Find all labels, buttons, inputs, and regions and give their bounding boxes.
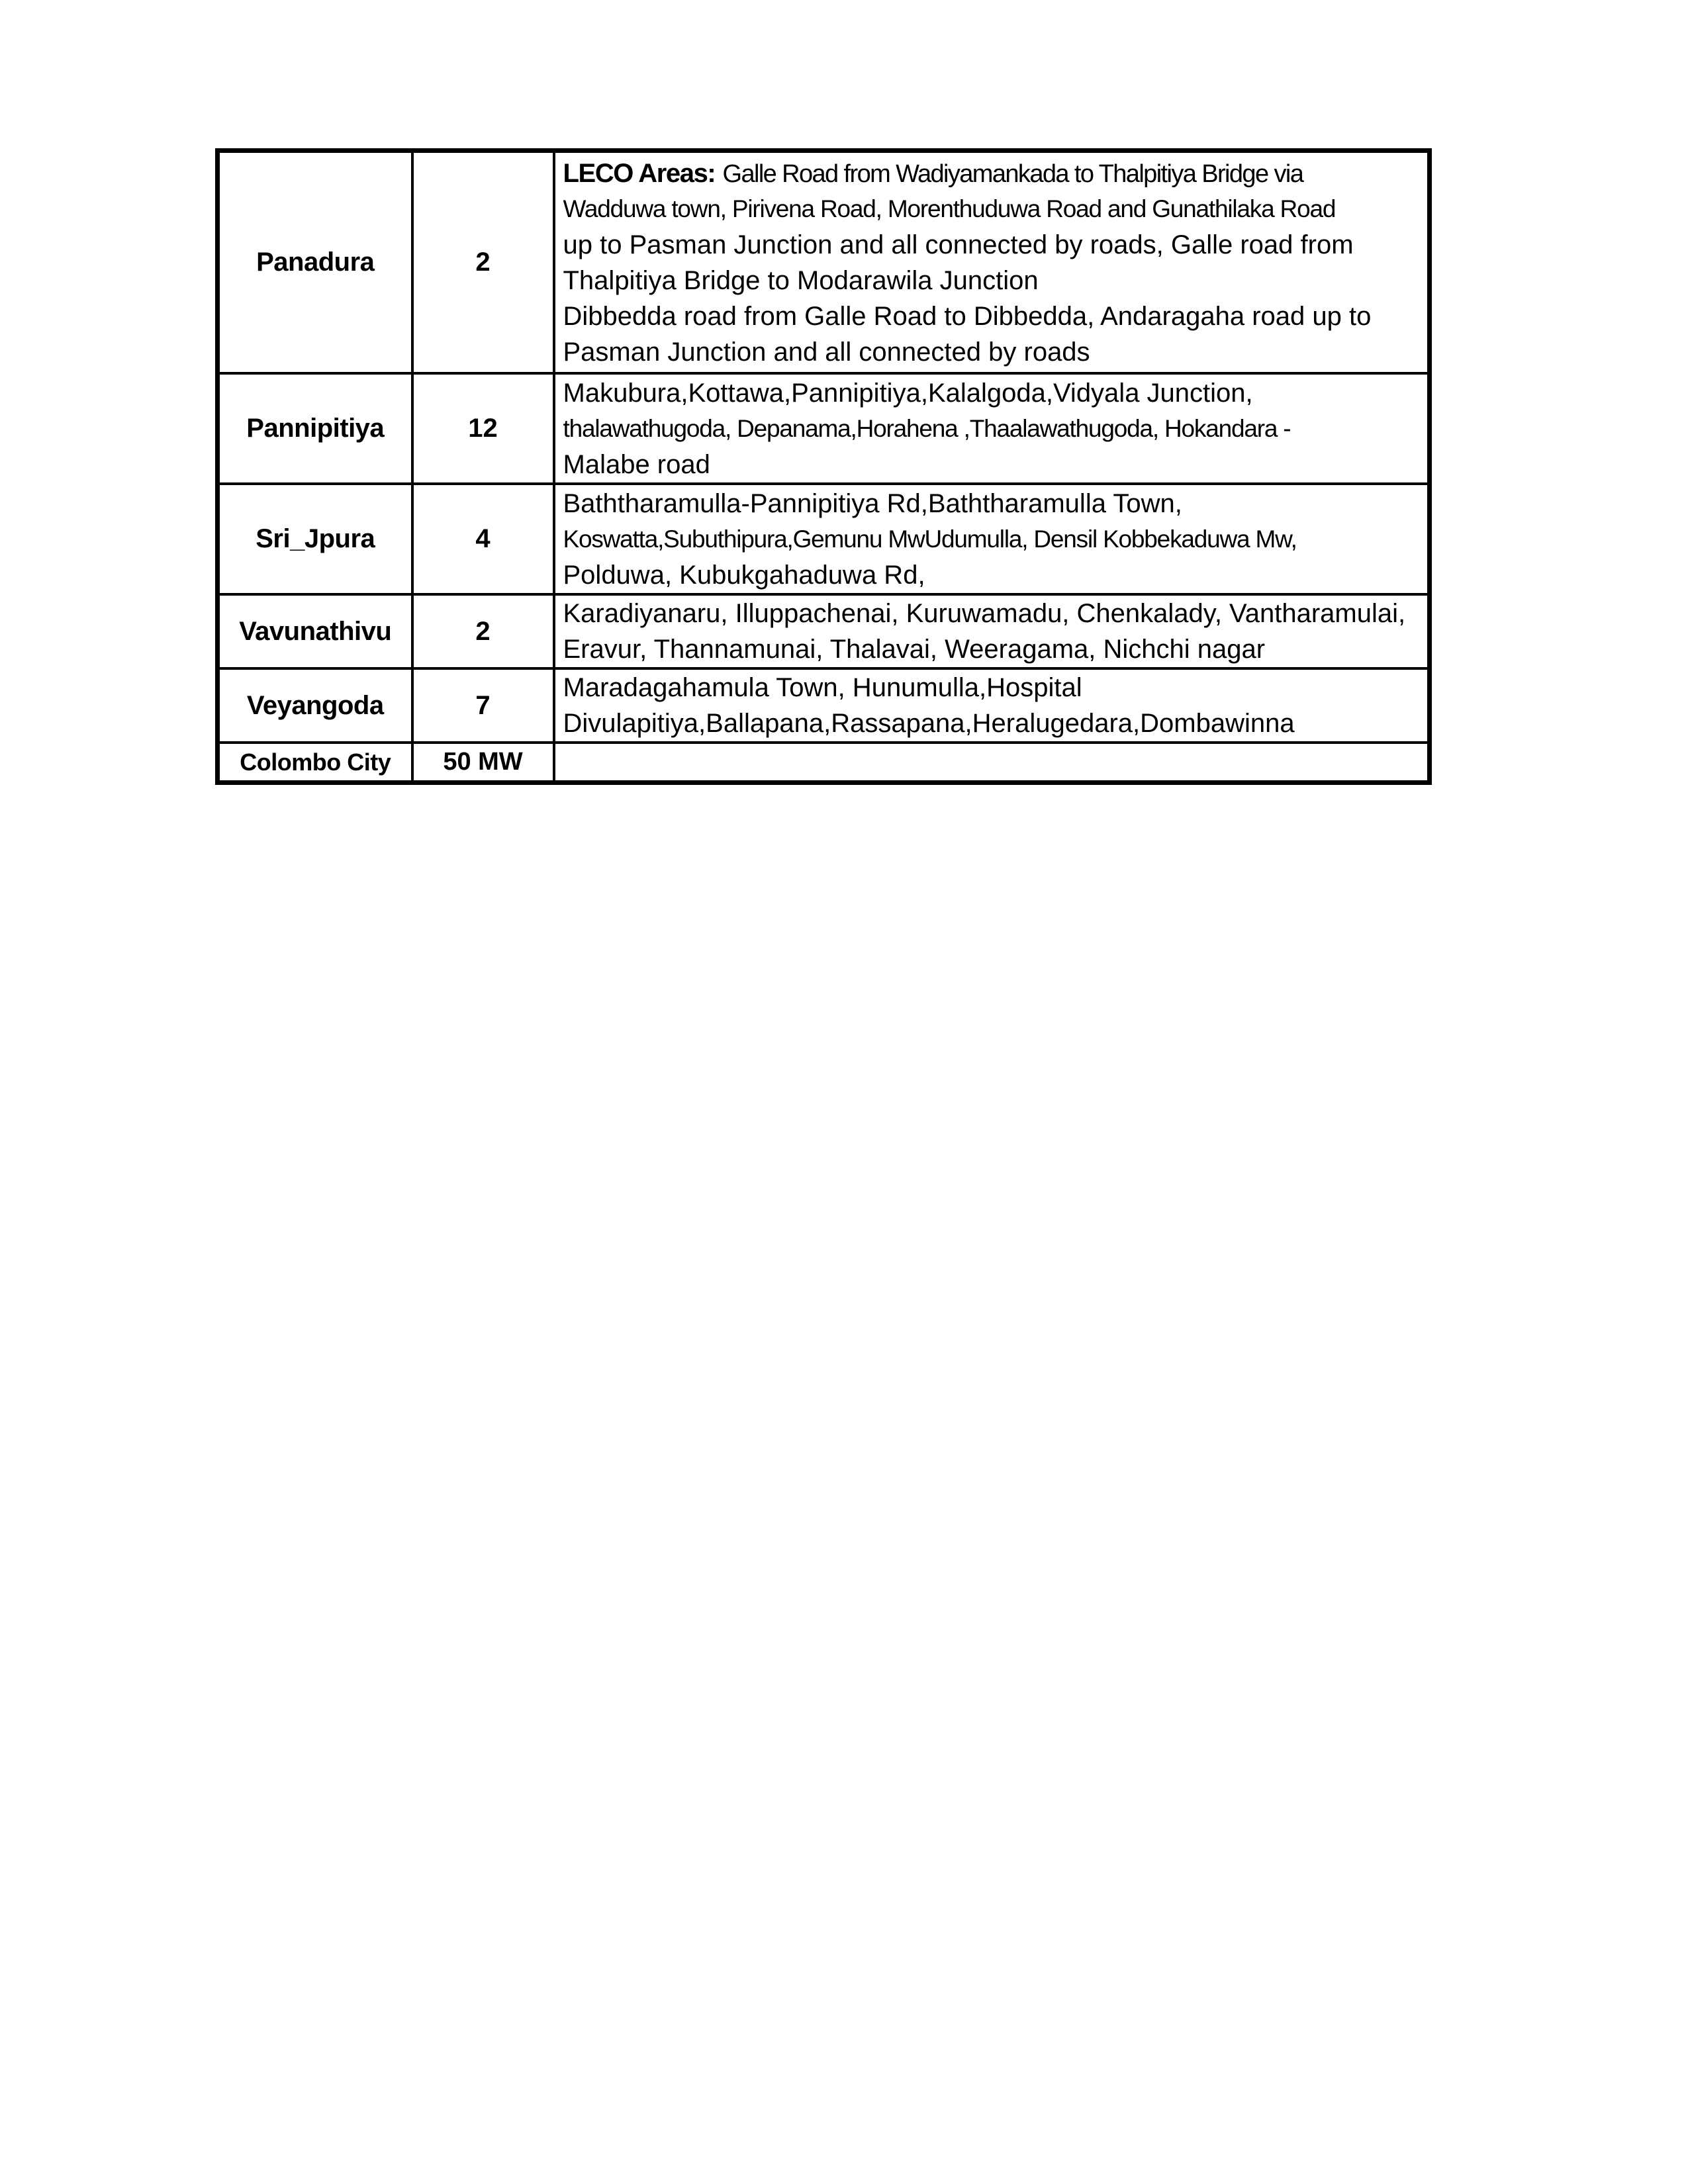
table-row [218,373,1430,484]
area-description-cell [554,668,1430,743]
area-name-cell: Colombo City [218,743,412,783]
table-row [218,668,1430,743]
value-cell: 12 [412,373,554,484]
description-line: Thalpitiya Bridge to Modarawila Junction [563,265,1039,295]
description-line: Malabe road [563,449,710,479]
description-line: Maradagahamula Town, Hunumulla,Hospital [563,673,1082,702]
area-name-cell: Vavunathivu [218,594,412,668]
value-cell: 50 MW [412,743,554,783]
table-row [218,743,1430,783]
area-name-cell: Panadura [218,151,412,374]
description-line: Polduwa, Kubukgahaduwa Rd, [563,560,925,590]
description-line: Makubura,Kottawa,Pannipitiya,Kalalgoda,Vidyala Junction, [563,378,1253,408]
area-description-cell [554,151,1430,374]
area-description-cell [554,373,1430,484]
description-line: Eravur, Thannamunai, Thalavai, Weeragama, Nichchi nagar [563,635,1266,664]
area-description-cell [554,594,1430,668]
area-name-cell: Veyangoda [218,668,412,743]
description-line: Dibbedda road from Galle Road to Dibbedda, Andaragaha road up to [563,301,1372,331]
description-line: thalawathugoda, Depanama,Horahena ,Thaalawathugoda, Hokandara - [563,414,1291,442]
description-line [563,156,1428,191]
value-cell: 4 [412,484,554,594]
description-line: Pasman Junction and all connected by roads [563,337,1090,367]
area-name-cell: Sri_Jpura [218,484,412,594]
table-row [218,594,1430,668]
area-description-cell [554,743,1430,783]
leco-areas-label: LECO Areas: [563,158,716,188]
value-cell: 2 [412,594,554,668]
area-description-cell [554,484,1430,594]
value-cell: 2 [412,151,554,374]
area-name-cell: Pannipitiya [218,373,412,484]
table-row [218,484,1430,594]
description-line: Baththaramulla-Pannipitiya Rd,Baththaramulla Town, [563,488,1182,518]
description-line: Karadiyanaru, Illuppachenai, Kuruwamadu, Chenkalady, Vantharamulai, [563,599,1406,628]
description-text: Galle Road from Wadiyamankada to Thalpitiya Bridge via [722,159,1303,188]
power-interruption-table [215,148,1432,785]
description-line: Divulapitiya,Ballapana,Rassapana,Heralugedara,Dombawinna [563,709,1295,738]
description-line: Koswatta,Subuthipura,Gemunu MwUdumulla, Densil Kobbekaduwa Mw, [563,525,1297,553]
table-row [218,151,1430,374]
description-line: up to Pasman Junction and all connected by roads, Galle road from [563,230,1354,259]
description-line: Wadduwa town, Pirivena Road, Morenthuduwa Road and Gunathilaka Road [563,195,1336,222]
value-cell: 7 [412,668,554,743]
